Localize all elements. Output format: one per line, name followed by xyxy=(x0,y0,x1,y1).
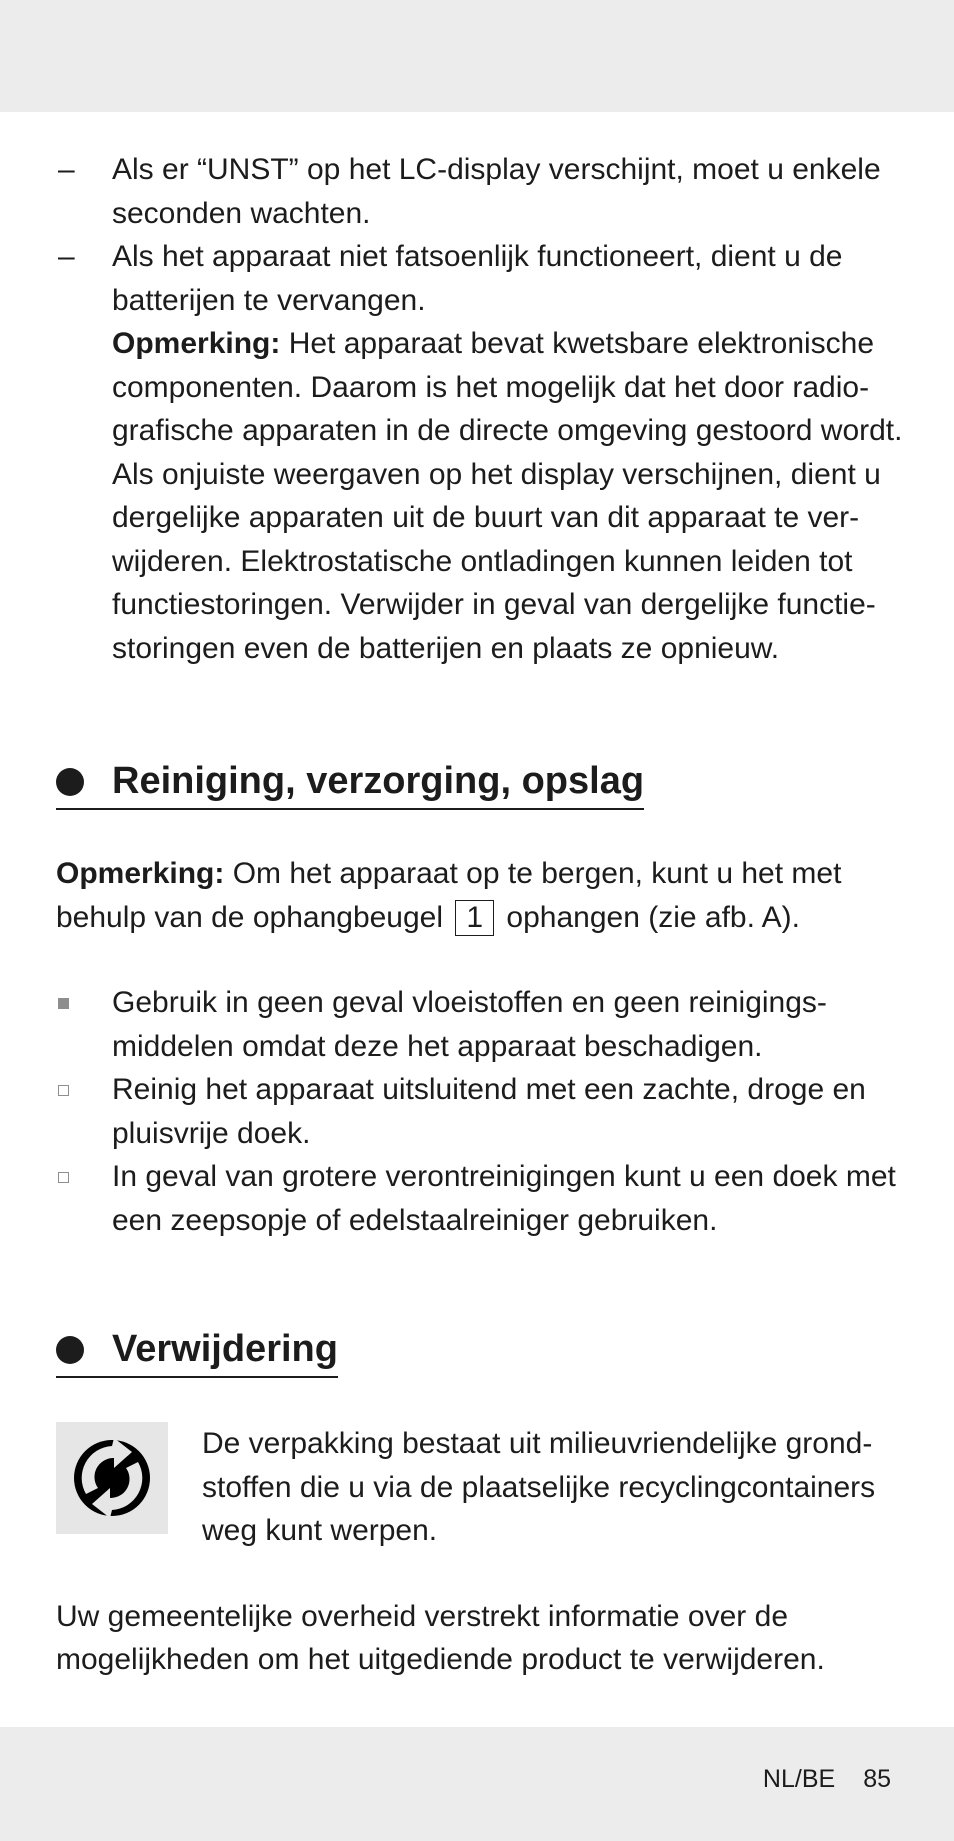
square-bullet-icon xyxy=(58,998,69,1009)
heading-bullet-icon xyxy=(56,768,84,796)
note-text: Het apparaat bevat kwetsbare elektronische componenten. Daarom is het mogelijk dat het door radio-grafische apparaten in de directe omgeving gestoord wordt. Als onjuiste weergaven op het display verschijnen, dient u dergelijke apparaten uit de buurt van dit apparaat te ver-wijderen. Elektrostatische ontladingen kunnen leiden tot functiestoringen. Verwijder in geval van dergelijke functie-storingen even de batterijen en plaats ze opnieuw. xyxy=(112,327,903,665)
list-item xyxy=(56,1068,906,1155)
page-footer xyxy=(763,1762,891,1796)
dash-bullet: – xyxy=(58,240,75,273)
list-item-text: In geval van grotere verontreinigingen kunt u een doek met een zeepsopje of edelstaalreiniger gebruiken. xyxy=(112,1160,896,1237)
note-paragraph xyxy=(56,322,906,670)
section-title: Reiniging, verzorging, opslag xyxy=(112,760,645,802)
note-text: ophangen (zie afb. A). xyxy=(498,900,800,934)
green-dot-recycle-icon xyxy=(56,1422,168,1534)
list-item-text: Reinig het apparaat uitsluitend met een zachte, droge en pluisvrije doek. xyxy=(112,1073,866,1150)
list-item xyxy=(56,235,906,322)
note-label: Opmerking: xyxy=(112,327,281,360)
page-content xyxy=(56,148,906,1682)
list-item xyxy=(56,1155,906,1242)
recycle-paragraph xyxy=(56,1422,906,1553)
dash-bullet: – xyxy=(58,153,75,186)
cleaning-list xyxy=(56,981,906,1242)
figure-reference: 1 xyxy=(455,900,494,936)
page-number: 85 xyxy=(863,1765,891,1793)
section-heading-cleaning xyxy=(56,758,644,810)
list-item-text: Als er “UNST” op het LC-display verschijnt, moet u enkele seconden wachten. xyxy=(112,153,881,230)
heading-bullet-icon xyxy=(56,1336,84,1364)
note-text: Om het apparaat op te bergen, kunt u het met behulp van de ophangbeugel xyxy=(56,857,842,934)
list-item xyxy=(56,148,906,235)
list-item-text: Gebruik in geen geval vloeistoffen en geen reinigings-middelen omdat deze het apparaat beschadigen. xyxy=(112,986,827,1063)
checkbox-bullet-icon xyxy=(58,1172,69,1183)
storage-note xyxy=(56,852,906,939)
checkbox-bullet-icon xyxy=(58,1085,69,1096)
top-band xyxy=(0,0,954,112)
section-heading-disposal xyxy=(56,1326,338,1378)
recycle-text: De verpakking bestaat uit milieuvriendelijke grond-stoffen die u via de plaatselijke recyclingcontainers weg kunt werpen. xyxy=(202,1427,876,1547)
section-title: Verwijdering xyxy=(112,1328,338,1370)
list-item xyxy=(56,981,906,1068)
note-label: Opmerking: xyxy=(56,857,225,890)
list-item-text: Als het apparaat niet fatsoenlijk functioneert, dient u de batterijen te vervangen. xyxy=(112,240,843,317)
disposal-info: Uw gemeentelijke overheid verstrekt informatie over de mogelijkheden om het uitgediende product te verwijderen. xyxy=(56,1599,825,1676)
footer-locale: NL/BE xyxy=(762,1765,836,1793)
